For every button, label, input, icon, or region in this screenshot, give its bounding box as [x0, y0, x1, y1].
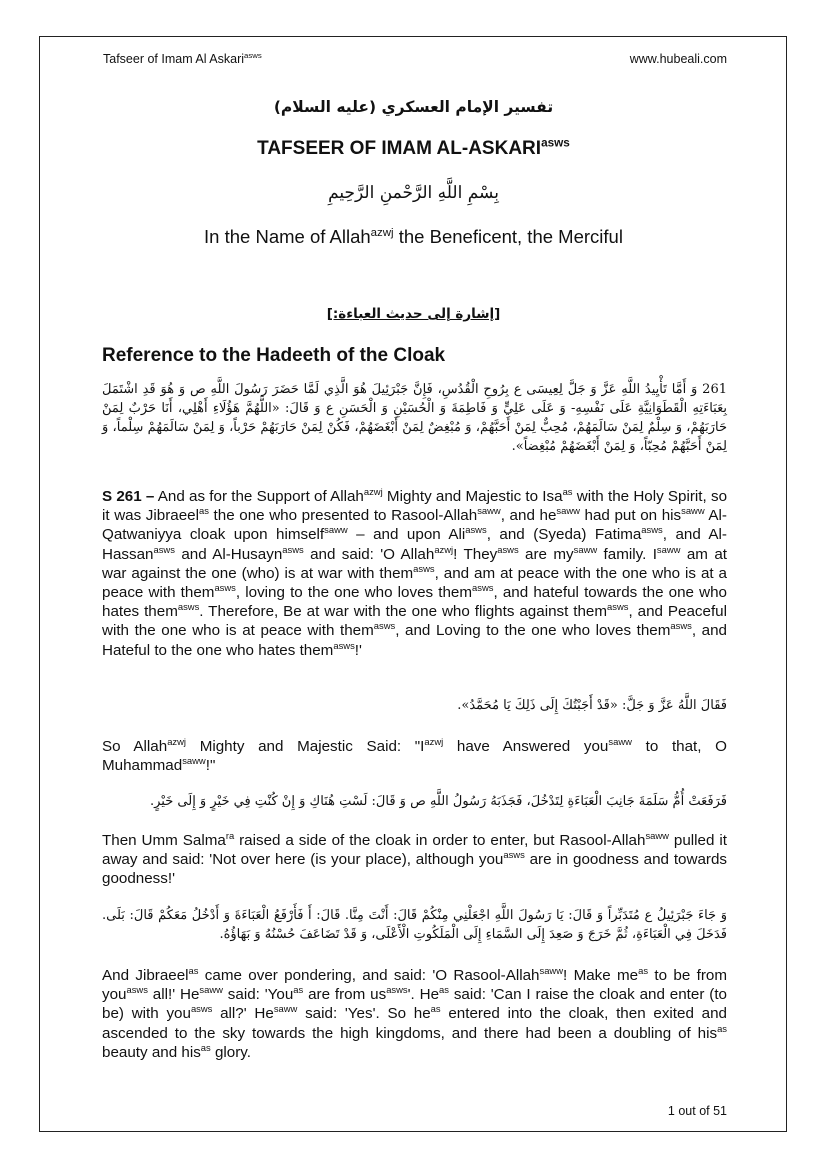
bismillah: بِسْمِ اللَّهِ الرَّحْمنِ الرَّحِيمِ: [328, 183, 499, 203]
arabic-paragraph-261: 261 وَ أَمَّا تَأْيِيدُ اللَّهِ عَزَّ وَ جَلَّ لِعِيسَى ع بِرُوحِ الْقُدُسِ، فَإِنَّ جَبْرَئِيلَ هُوَ الَّذِي لَمَّا حَضَرَ رَسُولَ اللَّهِ ص وَ هُوَ قَدِ اشْتَمَلَ بِعَبَاءَتِهِ الْقَطَوَانِيَّةِ عَلَى نَفْسِهِ- وَ عَلَى عَلِيٍّ وَ فَاطِمَةَ وَ الْحُسَيْنِ وَ الْحَسَنِ ع وَ قَالَ: «اللَّهُمَّ هَؤُلَاءِ أَهْلِي، أَنَا حَرْبٌ لِمَنْ حَارَبَهُمْ، وَ سِلْمٌ لِمَنْ سَالَمَهُمْ، مُحِبٌّ لِمَنْ أَحَبَّهُمْ، وَ مُبْغِضٌ لِمَنْ أَبْغَضَهُمْ، فَكُنْ لِمَنْ حَارَبَهُمْ حَرْباً، وَ لِمَنْ سَالَمَهُمْ سِلْماً، وَ لِمَنْ أَحَبَّهُمْ مُحِبّاً، وَ لِمَنْ أَبْغَضَهُمْ مُبْغِضاً».: [102, 382, 727, 454]
section-heading-arabic: [إشارة إلى حديث العباءة:]: [326, 306, 501, 322]
english-paragraph-4: And Jibraeel$^{as}$ came over pondering, and said: 'O Rasool-Allah$^{saww}$! Make $me^{as}$ to be from you$^{asws}$ all!' $He^{saww}$ said: 'You$^{as}$ are from $us^{asws}'$. $He^{as}$ said: 'Can I raise the cloak and enter (to be) with you$^{asws}$ all?' $He^{saww}$ said: 'Yes'. So $he^{as}$ entered into the cloak, then exited and ascended to the sky towards the high kingdoms, and there had been a doubling of his$^{as}$ beauty and his$^{as}$ glory.: [102, 964, 727, 1061]
header-title: Tafseer of Imam Al Askari$^{asws}$: [103, 50, 262, 66]
arabic-title: تفسير الإمام العسكري (عليه السلام): [273, 98, 554, 116]
section-heading: Reference to the Hadeeth of the Cloak: [102, 345, 446, 366]
english-paragraph-3: Then Umm Salma$^{ra}$ raised a side of the cloak in order to enter, but Rasool-Allah$^{saww}$ pulled it away and said: 'Not over here (is your place), although you$^{asws}$ are in goodness and towards goodness!': [102, 829, 727, 888]
page-number: 1 out of 51: [667, 1104, 727, 1118]
page-title: TAFSEER OF IMAM $AL-ASKARI^{asws}$: [257, 136, 570, 159]
arabic-paragraph-4: وَ جَاءَ جَبْرَئِيلُ ع مُتَدَبِّراً وَ قَالَ: يَا رَسُولَ اللَّهِ اجْعَلْنِي مِنْكُمْ قَالَ: أَنْتَ مِنَّا. قَالَ: أَ فَأَرْفَعُ الْعَبَاءَةَ وَ أَدْخُلُ مَعَكُمْ قَالَ: بَلَى. فَدَخَلَ فِي الْعَبَاءَةِ، ثُمَّ خَرَجَ وَ صَعِدَ إِلَى السَّمَاءِ إِلَى الْمَلَكُوتِ الْأَعْلَى، وَ قَدْ تَضَاعَفَ حُسْنُهُ وَ بَهَاؤُهُ.: [102, 908, 727, 942]
bismillah-translation: In the Name of Allah$^{azwj}$ the Beneficent, the Merciful: [204, 226, 623, 247]
header-url[interactable]: www.hubeali.com: [629, 52, 727, 66]
english-paragraph-261: S 261 – And as for the Support of Allah$^{azwj}$ Mighty and Majestic to Isa$^{as}$ with the Holy Spirit, so it was Jibraeel$^{as}$ the one who presented to Rasool-Allah$^{saww}$, and $he^{saww}$ had put on his$^{saww}$ Al-Qatwaniyya cloak upon himself$^{saww}$ – and upon Ali$^{asws}$, and (Syeda) Fatima$^{asws}$, and Al-Hassan$^{asws}$ and Al-Husayn$^{asws}$ and said: 'O Allah$^{azwj}$! They$^{asws}$ are $my^{saww}$ family. $I^{saww}$ am at war against the one (who) is at war with them$^{asws}$, and am at peace with the one who is at a peace with them$^{asws}$, loving to the one who loves them$^{asws}$, and hateful towards the one who hates them$^{asws}$. Therefore, Be at war with the one who flights against them$^{asws}$, and Peaceful with the one who is at peace with them$^{asws}$, and Loving to the one who loves them$^{asws}$, and Hateful to the one who hates them$^{asws}$!': [102, 485, 728, 659]
english-paragraph-2: So Allah$^{azwj}$ Mighty and Majestic Said: "$I^{azwj}$ have Answered you$^{saww}$ to that, O Muhammad$^{saww}$!": [102, 735, 727, 775]
arabic-paragraph-3: فَرَفَعَتْ أُمُّ سَلَمَةَ جَانِبَ الْعَبَاءَةِ لِتَدْخُلَ، فَجَذَبَهُ رَسُولُ اللَّهِ ص وَ قَالَ: لَسْتِ هُنَاكِ وَ إِنْ كُنْتِ فِي خَيْرٍ وَ إِلَى خَيْرٍ.: [150, 794, 727, 809]
arabic-paragraph-2: فَقَالَ اللَّهُ عَزَّ وَ جَلَّ: «قَدْ أَجَبْتُكَ إِلَى ذَلِكَ يَا مُحَمَّدُ».: [457, 698, 727, 713]
